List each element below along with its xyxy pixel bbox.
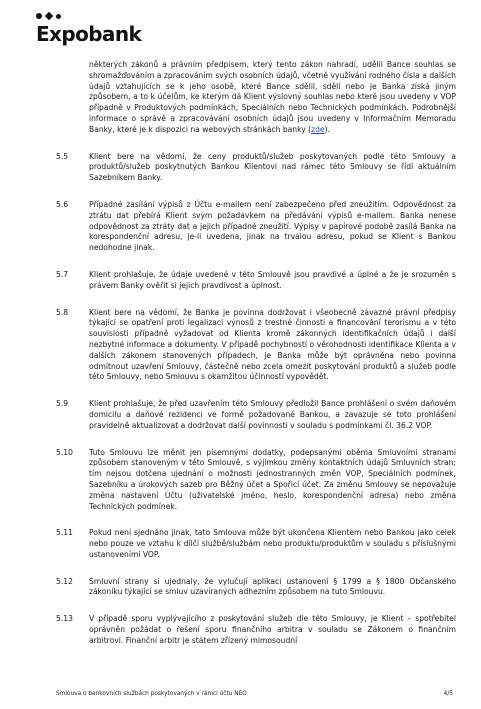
clause-item [56, 399, 456, 431]
clause-number: 5.13 [56, 614, 73, 624]
clause-item [56, 528, 456, 560]
clause-number: 5.11 [56, 528, 73, 538]
clause-item [56, 448, 456, 513]
clause-number: 5.9 [56, 399, 69, 409]
clause-text: Klient bere na vědomí, že ceny produktů/služeb poskytovaných podle této Smlouvy a produktů/služeb poskytnutých Bankou Klientovi nad rámec této Smlouvy se řídí aktuálním Sazebníkem Banky. [89, 151, 456, 183]
clause-item [56, 577, 456, 599]
clause-number: 5.12 [56, 576, 73, 586]
logo-wordmark: Expobank [36, 22, 142, 46]
clause-list [56, 152, 456, 647]
clause-text: Klient prohlašuje, že před uzavřením této Smlouvy předložil Bance prohlášení o svém daňovém domicilu a daňové rezidenci ve formě požadované Bankou, a zavazuje se toto prohlášení pravidelně aktualizovat a dodržovat další povinnosti v souladu s podmínkami čl. 36.2 VOP. [89, 399, 456, 430]
clause-number: 5.6 [56, 199, 69, 209]
clause-number: 5.10 [56, 447, 73, 457]
clause-item [56, 270, 456, 292]
clause-number: 5.7 [56, 269, 69, 279]
zde-link[interactable]: zde [311, 124, 325, 134]
intro-paragraph [89, 60, 456, 136]
document-body [56, 60, 456, 647]
expobank-logo [36, 10, 141, 45]
intro-tail: ). [324, 124, 330, 134]
clause-text: Pokud není sjednáno jinak, tato Smlouva může být ukončena Klientem nebo Bankou jako celek nebo pouze ve vztahu k dílčí službě/službám nebo produktu/produktům v souladu s příslušnými ustanoveními VOP. [89, 528, 456, 559]
footer-title: Smlouva o bankovních službách poskytovaných v rámci účtu NEO [56, 691, 247, 697]
clause-text: Případné zasílání výpisů z Účtu e-mailem není zabezpečeno před zneužitím. Odpovědnost za ztrátu dat přebírá Klient svým požadavkem na předávání výpisů e-mailem. Banka nenese odpovědnost za ztráty dat a jejich případné zneužití. Výpisy v papírové podobě zasílá Banka na korespondenční adresu, je-li uvedena, jinak na trvalou adresu, pokud se Klient s Bankou nedohodne jinak. [89, 199, 456, 253]
clause-text: Tuto Smlouvu lze měnit jen písemnými dodatky, podepsanými oběma Smluvními stranami způsobem stanoveným v této Smlouvě, s výjimkou změny kontaktních údajů Smluvních stran; tím nejsou dotčena ujednání o možnosti jednostranných změn VOP, Speciálních podmínek, Sazebníku a úrokových sazeb pro Běžný účet a Spořicí účet. Za změnu Smlouvy se nepovažuje změna nastavení Účtu (uživatelské jméno, heslo, korespondenční adresa) nebo změna Technických podmínek. [89, 447, 456, 511]
clause-text: V případě sporu vyplývajícího z poskytování služeb dle této Smlouvy, je Klient – spotřebitel oprávněn požádat o řešení sporu finančního arbitra v souladu se Zákonem o finančním arbitrovi. Finanční arbitr je státem zřízený mimosoudní [89, 614, 456, 645]
clause-item [56, 614, 456, 646]
clause-number: 5.8 [56, 307, 69, 317]
page-footer [56, 690, 453, 698]
clause-item [56, 308, 456, 384]
clause-item [56, 152, 456, 184]
clause-item [56, 200, 456, 254]
clause-text: Smluvní strany si ujednaly, že vylučují aplikaci ustanovení § 1799 a § 1800 Občanského zákoníku týkající se smluv uzavíraných adhezním způsobem na tuto Smlouvu. [89, 576, 456, 597]
clause-number: 5.5 [56, 151, 69, 161]
page-number: 4/5 [443, 691, 453, 697]
clause-text: Klient prohlašuje, že údaje uvedené v této Smlouvě jsou pravdivé a úplné a že je srozuměn s právem Banky ověřit si jejich pravdivost a úplnost. [89, 269, 456, 290]
clause-text: Klient bere na vědomí, že Banka je povinna dodržovat i všeobecně závazné právní předpisy týkající se opatření proti legalizaci výnosů z trestné činnosti a financování terorismu a v této souvislosti případně vyžadovat od Klienta kromě zákonných identifikačních údajů i další nezbytné informace a dokumenty. V případě pochybností o věrohodnosti identifikace Klienta a v dalších zákonem stanovených případech, je Banka může být oprávněna nebo povinna odmítnout uzavření Smlouvy, částečně nebo zcela omezit poskytování produktů a služeb podle této Smlouvy, nebo Smlouvu s okamžitou účinností vypovědět. [89, 307, 456, 382]
intro-text: některých zákonů a právním předpisem, který tento zákon nahradí, udělil Bance souhlas se shromažďováním a zpracováním svých osobních údajů, včetně využívání rodného čísla a dalších údajů vztahujících se k jeho osobě, které Bance sdělil, sdělí nebo je Banka získá jiným způsobem, a to k účelům, ke kterým dá Klient výslovný souhlas nebo které jsou uvedeny v VOP případně v Produktových podmínkách, Speciálních nebo Technických podmínkách. Podrobnější informace o správě a zpracovávání osobních údajů jsou uvedeny v Informačním Memoradu Banky, které je k dispozici na webových stránkách banky ( [89, 60, 456, 134]
logo-mark-icon [36, 10, 141, 22]
